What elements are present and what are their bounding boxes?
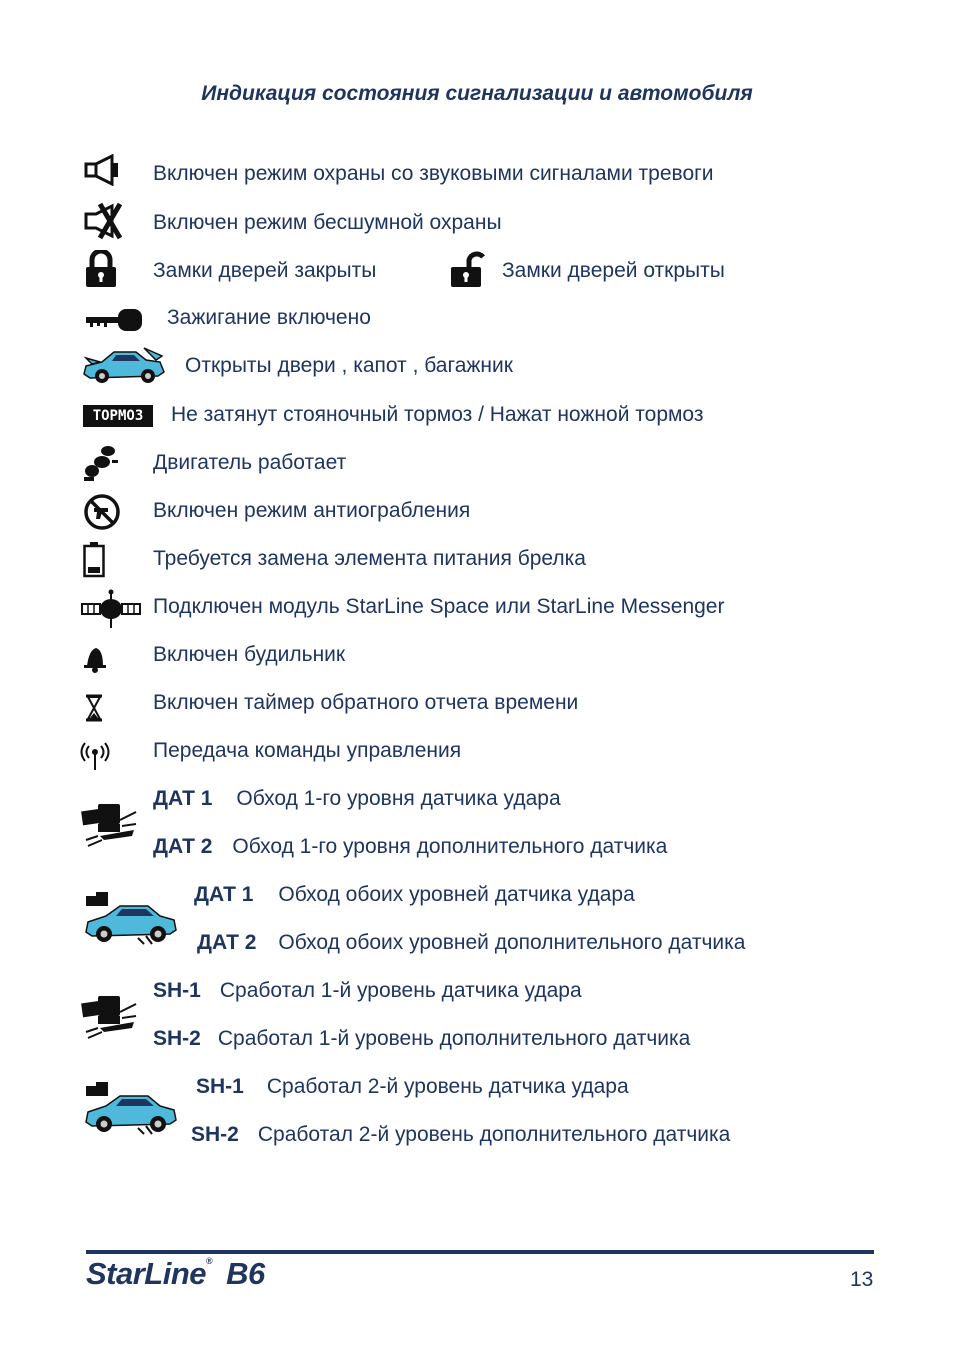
doors-open-text: Открыты двери , капот , багажник xyxy=(185,354,513,377)
sensor-desc: Обход 1-го уровня дополнительного датчика xyxy=(232,835,668,858)
battery-low-icon xyxy=(82,541,106,579)
car-doors-open-icon xyxy=(82,346,166,386)
page-number: 13 xyxy=(850,1268,874,1291)
sensor-code: SH-1 xyxy=(196,1075,244,1098)
sensor-group-3-line-2 xyxy=(153,1026,690,1052)
sensor-code: SH-2 xyxy=(153,1027,201,1050)
alarm-sound-text: Включен режим охраны со звуковыми сигналами тревоги xyxy=(153,162,714,185)
shock-hammer-icon xyxy=(80,992,138,1040)
sensor-group-2-line-2 xyxy=(197,930,745,956)
car-shock-bypass-icon xyxy=(82,892,178,946)
engine-text: Двигатель работает xyxy=(153,451,347,474)
timer-text: Включен таймер обратного отчета времени xyxy=(153,691,579,714)
sensor-group-3-line-1 xyxy=(153,978,582,1004)
brand-logo xyxy=(86,1256,265,1292)
sensor-code: ДАТ 2 xyxy=(197,931,257,954)
key-icon xyxy=(84,306,144,334)
engine-exhaust-icon xyxy=(82,444,120,484)
sensor-desc: Обход обоих уровней датчика удара xyxy=(278,883,635,906)
sensor-code: ДАТ 1 xyxy=(153,787,213,810)
ignition-text: Зажигание включено xyxy=(167,306,371,329)
sensor-desc: Обход 1-го уровня датчика удара xyxy=(236,787,561,810)
brake-badge-icon xyxy=(83,405,153,427)
locks-closed-text: Замки дверей закрыты xyxy=(153,259,377,282)
sensor-code: ДАТ 1 xyxy=(194,883,254,906)
sensor-group-4-line-2 xyxy=(191,1122,730,1148)
alarm-silent-text: Включен режим бесшумной охраны xyxy=(153,211,502,234)
brand-name: StarLine xyxy=(86,1256,207,1291)
silent-horn-icon xyxy=(82,202,122,240)
hourglass-icon xyxy=(84,694,104,722)
satellite-module-icon xyxy=(80,588,144,630)
sensor-desc: Обход обоих уровней дополнительного датчика xyxy=(278,931,746,954)
page-title: Индикация состояния сигнализации и автомобиля xyxy=(201,82,753,105)
sensor-group-1-line-2 xyxy=(153,834,667,860)
module-text: Подключен модуль StarLine Space или StarLine Messenger xyxy=(153,595,725,618)
antirobbery-text: Включен режим антиограбления xyxy=(153,499,471,522)
sensor-group-4-line-1 xyxy=(196,1074,629,1100)
brake-badge-label: ТОРМОЗ xyxy=(92,408,144,424)
sensor-desc: Сработал 2-й уровень датчика удара xyxy=(266,1075,629,1098)
sensor-desc: Сработал 1-й уровень дополнительного датчика xyxy=(217,1027,691,1050)
signal-transmit-icon xyxy=(80,738,110,772)
lock-closed-icon xyxy=(84,250,118,288)
sensor-desc: Сработал 1-й уровень датчика удара xyxy=(219,979,582,1002)
sensor-code: SH-1 xyxy=(153,979,201,1002)
lock-open-icon xyxy=(449,250,485,288)
sensor-code: SH-2 xyxy=(191,1123,239,1146)
battery-text: Требуется замена элемента питания брелка xyxy=(153,547,586,570)
brand-registered-mark: ® xyxy=(206,1256,213,1266)
sensor-code: ДАТ 2 xyxy=(153,835,213,858)
sensor-group-2-line-1 xyxy=(194,882,635,908)
brand-model: B6 xyxy=(226,1256,265,1291)
sensor-group-1-line-1 xyxy=(153,786,561,812)
alarm-clock-text: Включен будильник xyxy=(153,643,346,666)
sensor-desc: Сработал 2-й уровень дополнительного датчика xyxy=(257,1123,731,1146)
shock-hammer-icon xyxy=(80,800,138,848)
car-shock-triggered-icon xyxy=(82,1082,178,1136)
horn-icon xyxy=(82,154,122,186)
transmit-text: Передача команды управления xyxy=(153,739,462,762)
alarm-clock-bell-icon xyxy=(83,644,107,674)
locks-open-text: Замки дверей открыты xyxy=(502,259,725,282)
anti-robbery-icon xyxy=(82,493,122,531)
footer-divider xyxy=(86,1250,874,1254)
brake-text: Не затянут стояночный тормоз / Нажат ножной тормоз xyxy=(171,403,704,426)
